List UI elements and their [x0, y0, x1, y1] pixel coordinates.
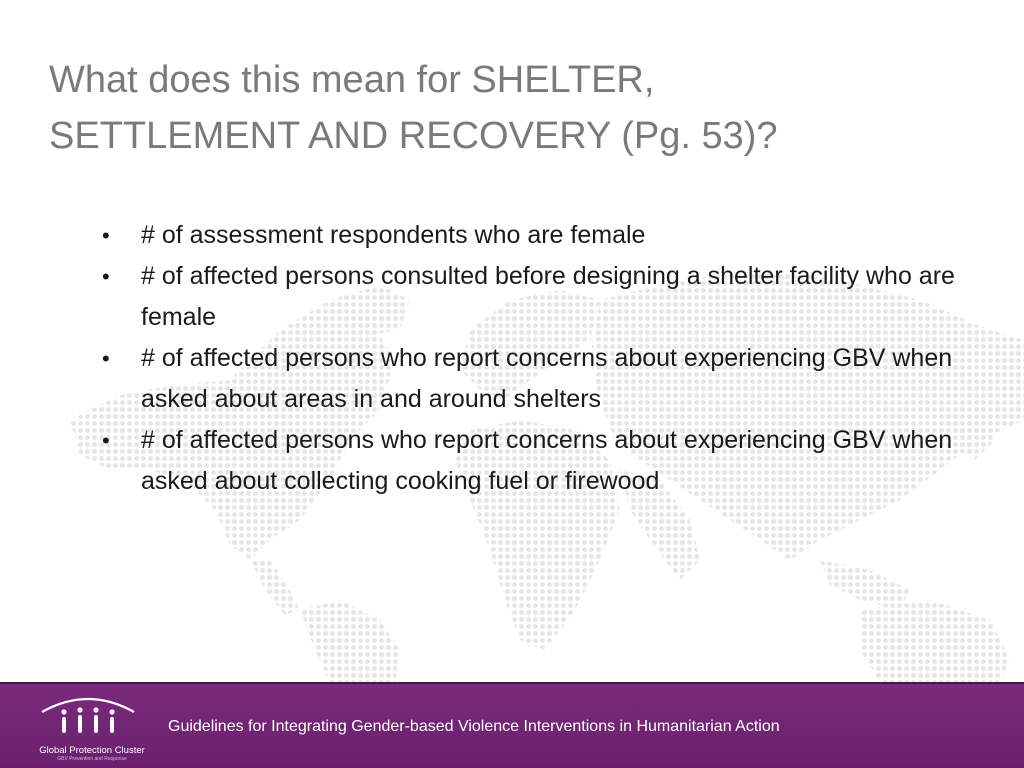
list-item-text: # of affected persons consulted before designing a shelter facility who are female	[141, 262, 955, 331]
list-item-text: # of assessment respondents who are female	[141, 221, 646, 249]
slide-title	[49, 52, 979, 164]
footer-bar	[0, 682, 1024, 768]
footer-text: Guidelines for Integrating Gender-based Violence Interventions in Humanitarian Action	[168, 718, 780, 735]
list-item-text: # of affected persons who report concerns about experiencing GBV when asked about areas in and around shelters	[141, 344, 953, 413]
list-item	[100, 215, 970, 256]
list-item	[100, 256, 970, 338]
list-item-text: # of affected persons who report concerns about experiencing GBV when asked about collecting cooking fuel or firewood	[141, 426, 953, 495]
indicator-list	[100, 215, 970, 502]
slide-title-line-2: SETTLEMENT AND RECOVERY (Pg. 53)?	[49, 115, 778, 157]
bullet-icon: •	[102, 346, 110, 371]
bullet-icon: •	[102, 428, 110, 453]
global-protection-cluster-logo	[28, 690, 148, 768]
list-item	[100, 338, 970, 420]
logo-subtitle: GBV Prevention and Response	[57, 756, 127, 762]
people-figures-under-arc-icon	[28, 690, 148, 746]
bullet-icon: •	[102, 264, 110, 289]
slide-title-line-1: What does this mean for SHELTER,	[49, 59, 655, 101]
logo-name: Global Protection Cluster	[39, 745, 145, 756]
bullet-icon: •	[102, 223, 110, 248]
list-item	[100, 420, 970, 502]
